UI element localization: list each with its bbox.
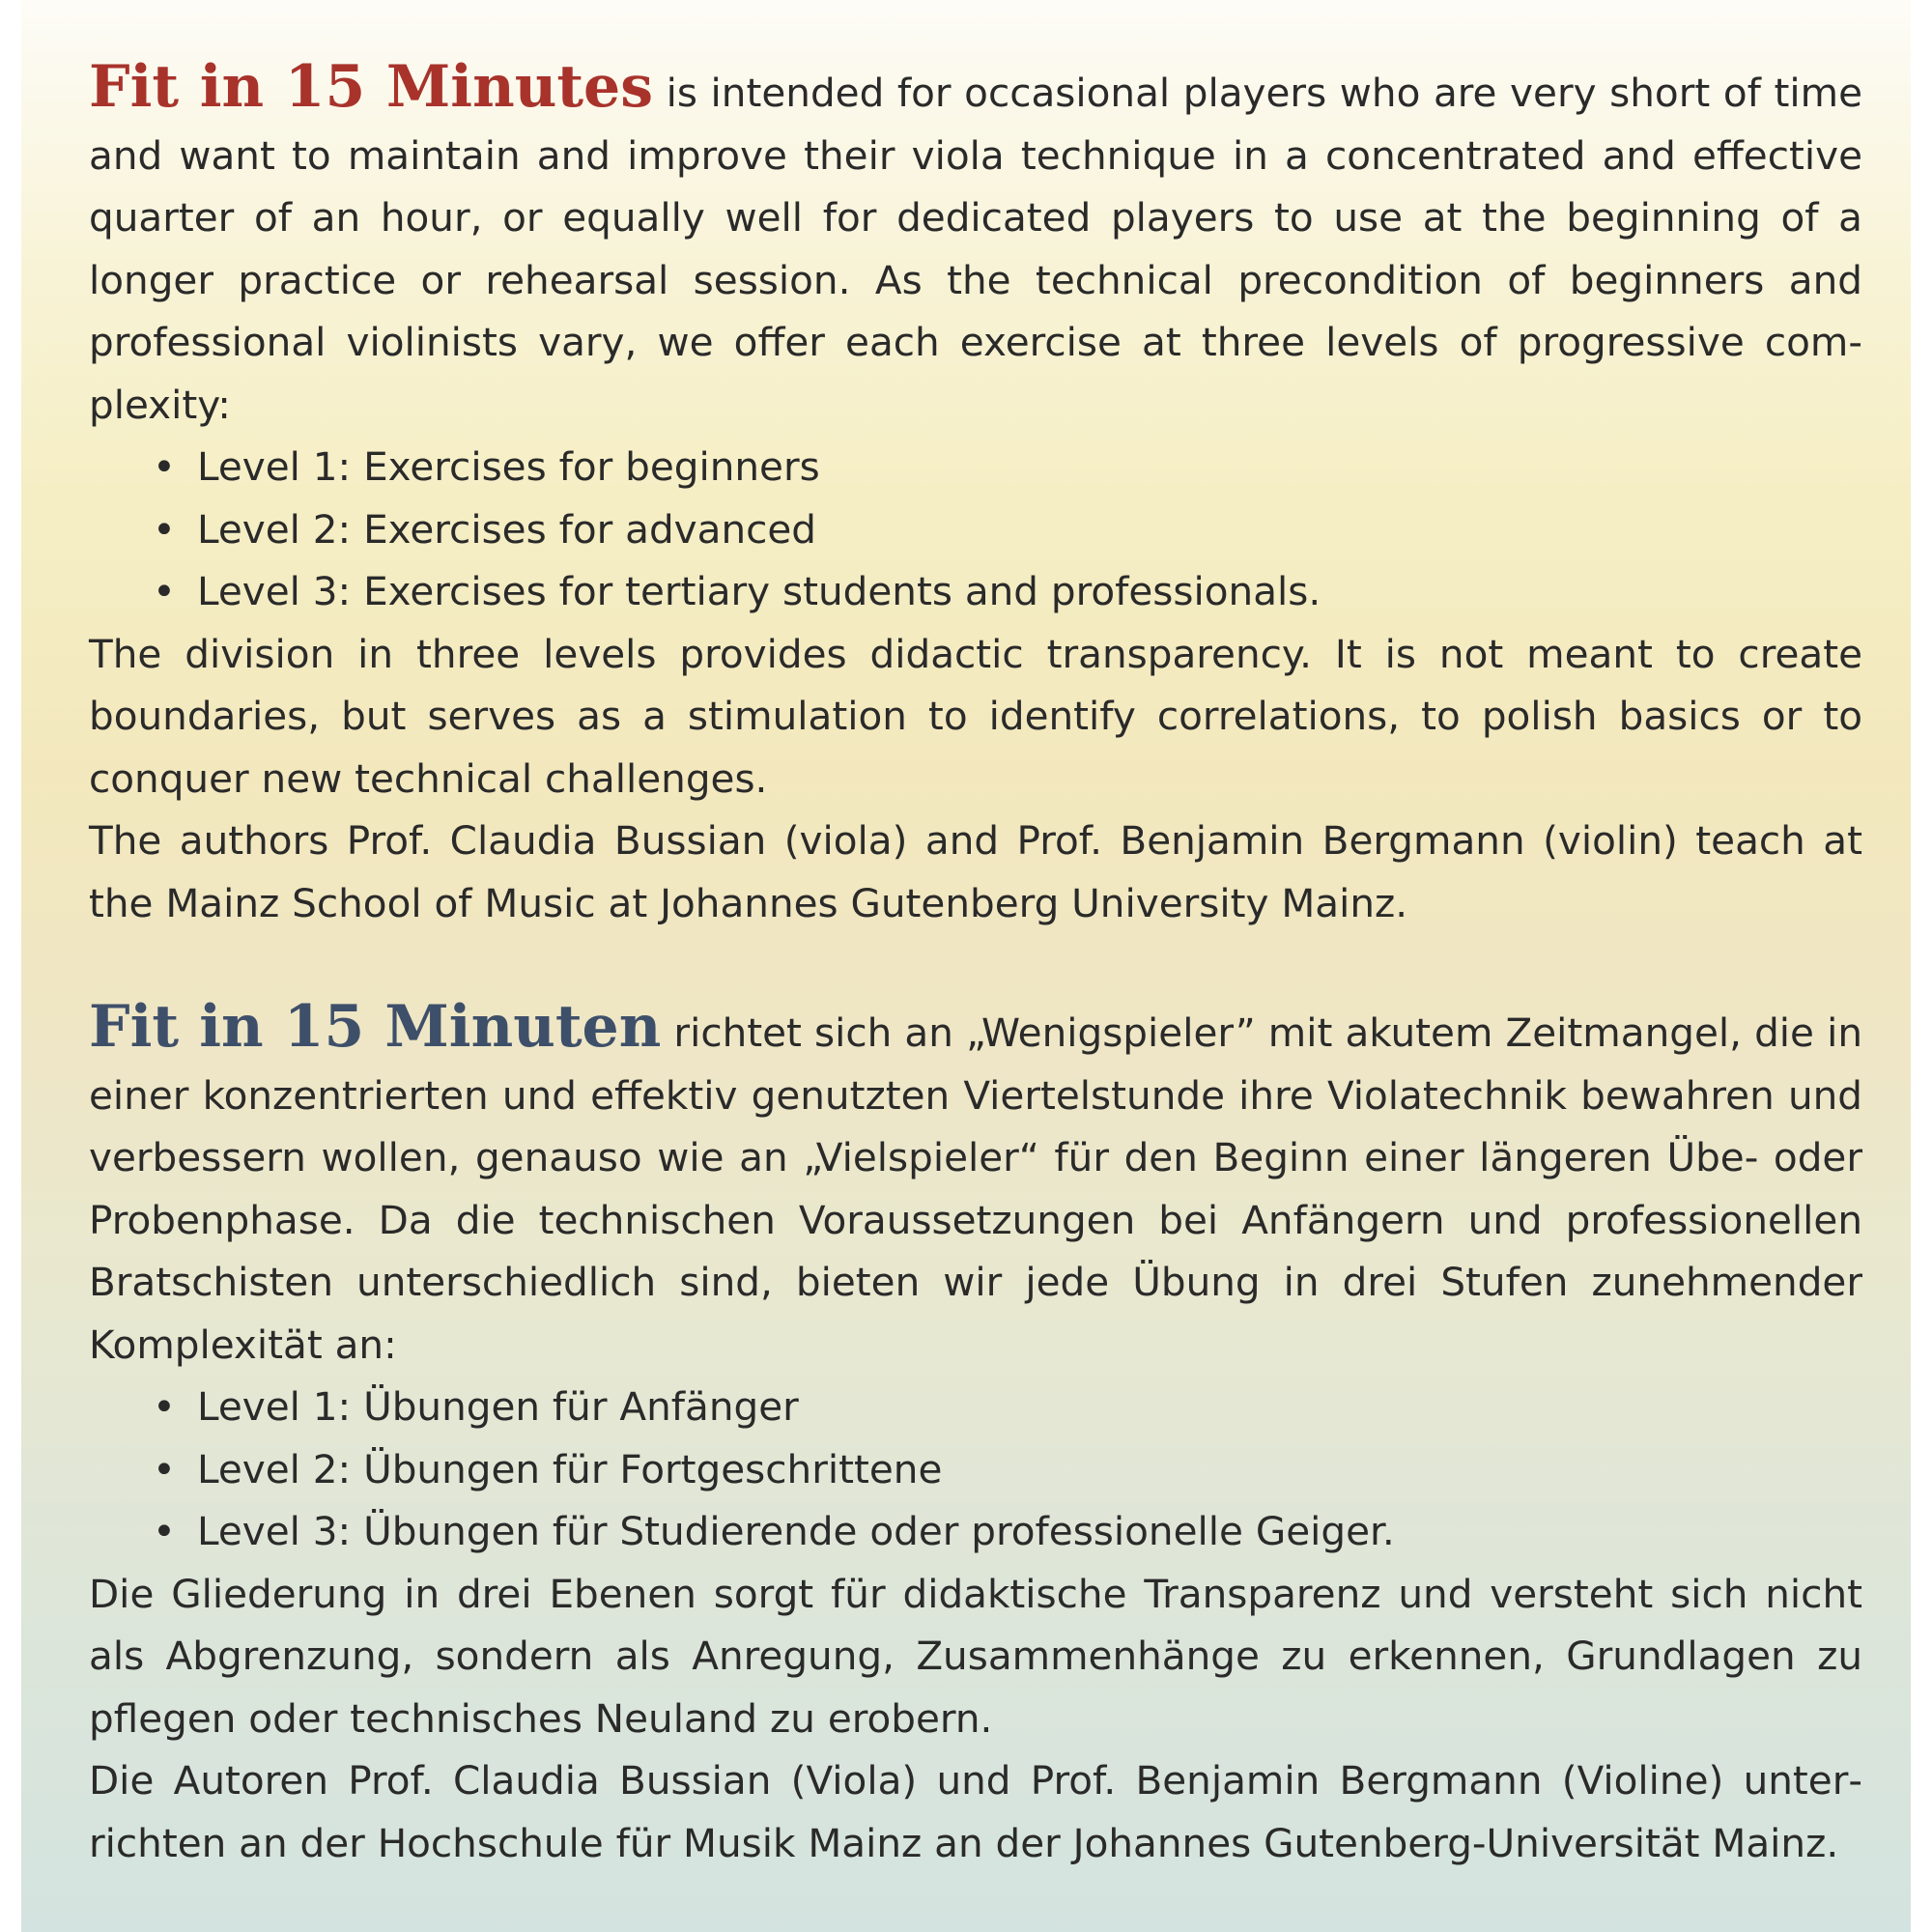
english-level-item-2 bbox=[145, 498, 1862, 561]
german-level-item-3 bbox=[145, 1500, 1862, 1563]
english-intro-paragraph bbox=[89, 53, 1862, 436]
english-level-list bbox=[89, 436, 1862, 623]
german-level-list bbox=[89, 1376, 1862, 1563]
bullet-icon: • bbox=[153, 443, 176, 490]
bullet-icon: • bbox=[153, 1508, 176, 1554]
english-level-1-text: Level 1: Exercises for beginners bbox=[197, 443, 820, 490]
bullet-icon: • bbox=[153, 1445, 176, 1492]
bullet-icon: • bbox=[153, 568, 176, 614]
english-level-item-3 bbox=[145, 560, 1862, 623]
bullet-icon: • bbox=[153, 1383, 176, 1430]
english-section bbox=[89, 53, 1862, 934]
german-intro-paragraph bbox=[89, 993, 1862, 1376]
english-level-2-text: Level 2: Exercises for advanced bbox=[197, 505, 816, 553]
german-intro-text: richtet sich an „Wenigspieler” mit akutem Zeitmangel, die in einer konzentrierten und effektiv genutzten Viertelstunde ihre Violatechnik bewahren und verbessern wollen, genauso wie an „Vielspieler“ für den Beginn einer längeren Übe- oder Probenphase. Da die technischen Voraussetzungen bei Anfängern und professionellen Bratschisten unterschiedlich sind, bieten wir jede Übung in drei Stufen zunehmender Komplexität an: bbox=[89, 1009, 1862, 1368]
german-level-item-1 bbox=[145, 1376, 1862, 1438]
document-body bbox=[89, 53, 1862, 1874]
german-division-paragraph: Die Gliederung in drei Ebenen sorgt für didaktische Transparenz und versteht sich nicht als Abgrenzung, sondern als Anregung, Zusammenhänge zu erkennen, Grundlagen zu pflegen oder technisches Neuland zu erobern. bbox=[89, 1570, 1862, 1742]
german-section bbox=[89, 993, 1862, 1874]
page-background bbox=[21, 0, 1911, 1932]
english-level-3-text: Level 3: Exercises for tertiary students and professionals. bbox=[197, 568, 1321, 614]
english-intro-text: is intended for occasional players who are very short of time and want to maintain and improve their viola technique in a concentrated and effective quarter of an hour, or equally well for dedicated players to use at the beginning of a longer practice or rehearsal session. As the technical precondition of beginners and professional violinists vary, we offer each exercise at three levels of progressive complexity: bbox=[89, 70, 1862, 428]
english-division-paragraph: The division in three levels provides didactic transparency. It is not meant to create boundaries, but serves as a stimulation to identify correlations, to polish basics or to conquer new technical challenges. bbox=[89, 630, 1862, 802]
german-level-3-text: Level 3: Übungen für Studierende oder professionelle Geiger. bbox=[197, 1508, 1395, 1554]
german-level-2-text: Level 2: Übungen für Fortgeschrittene bbox=[197, 1445, 943, 1492]
english-level-item-1 bbox=[145, 436, 1862, 498]
german-level-item-2 bbox=[145, 1438, 1862, 1501]
german-authors-paragraph: Die Autoren Prof. Claudia Bussian (Viola) und Prof. Benjamin Bergmann (Violine) unterrichten an der Hochschule für Musik Mainz an der Johannes Gutenberg-Universität Mainz. bbox=[89, 1757, 1862, 1866]
english-title: Fit in 15 Minutes bbox=[89, 53, 653, 121]
bullet-icon: • bbox=[153, 505, 176, 553]
german-level-1-text: Level 1: Übungen für Anfänger bbox=[197, 1383, 799, 1430]
german-title: Fit in 15 Minuten bbox=[89, 993, 662, 1061]
english-authors-paragraph: The authors Prof. Claudia Bussian (viola) and Prof. Benjamin Bergmann (violin) teach at the Mainz School of Music at Johannes Gutenberg University Mainz. bbox=[89, 817, 1862, 926]
